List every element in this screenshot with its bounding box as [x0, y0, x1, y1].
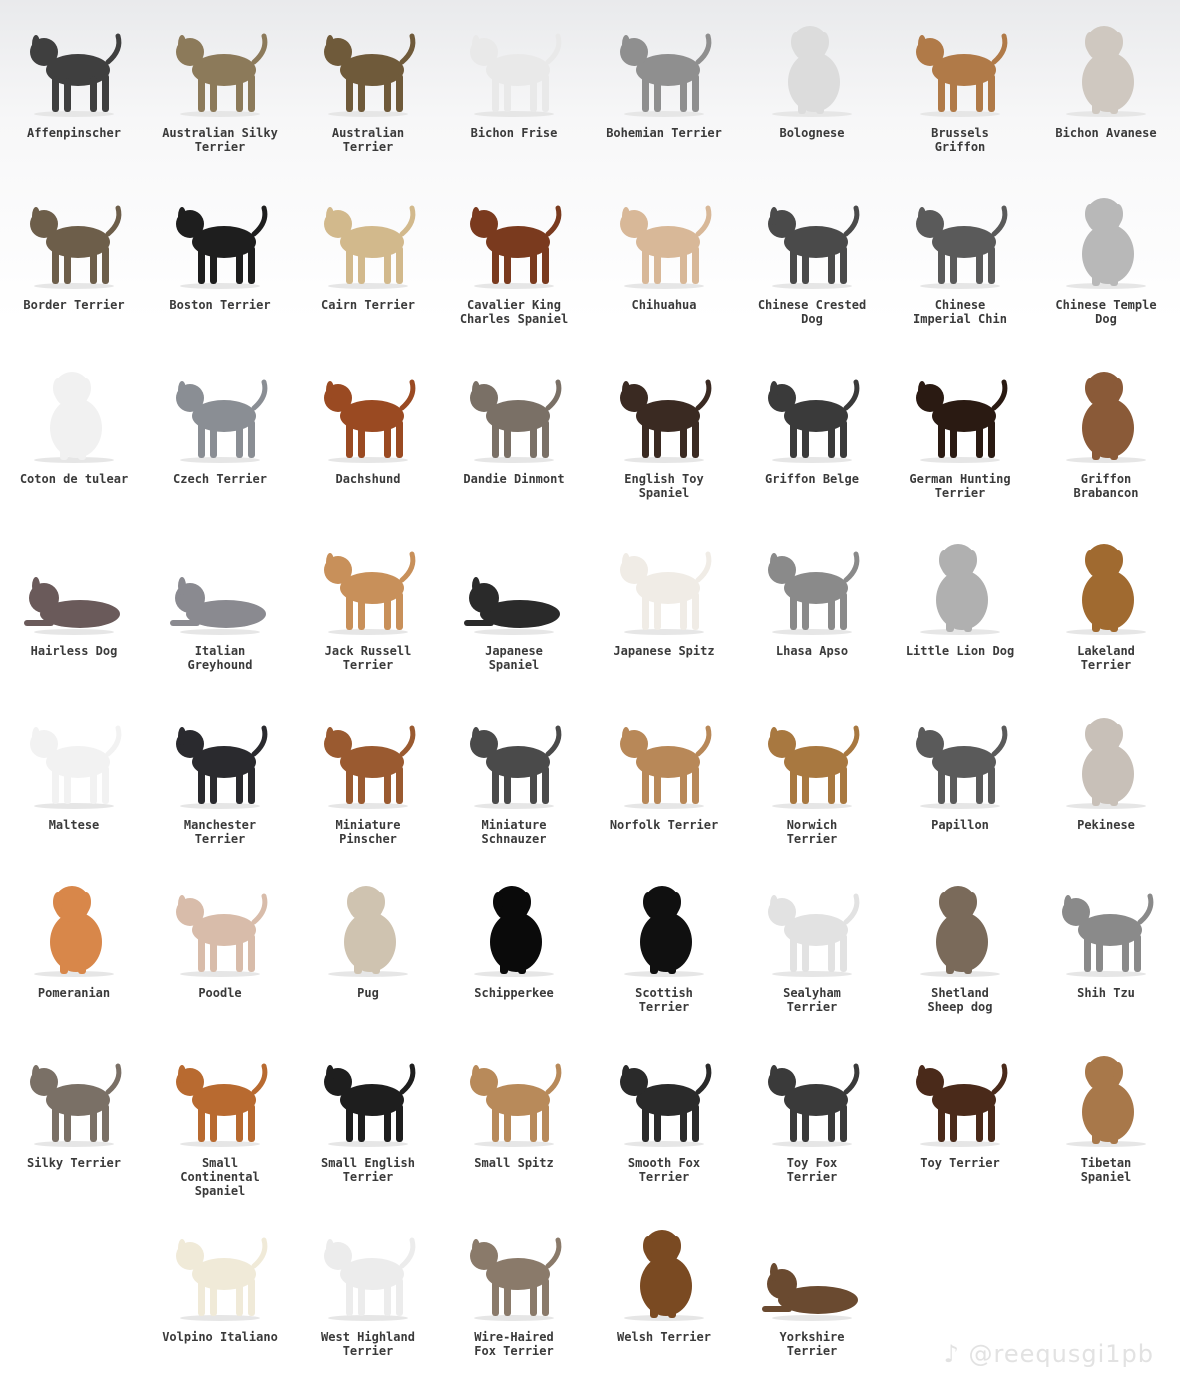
breed-card [1032, 182, 1180, 352]
breed-name: Griffon Belge [765, 472, 859, 486]
breed-name: Bichon Frise [470, 126, 558, 140]
breed-card [0, 182, 148, 352]
dog-illustration [604, 356, 724, 466]
dog-illustration [454, 10, 574, 120]
breed-card [886, 10, 1034, 180]
breed-card [738, 356, 886, 526]
breed-photo [900, 870, 1020, 980]
breed-photo [308, 528, 428, 638]
breed-photo [752, 182, 872, 292]
breed-name: Lakeland Terrier [1077, 644, 1135, 672]
breed-name: Schipperkee [474, 986, 554, 1000]
breed-name: Affenpinscher [27, 126, 121, 140]
breed-photo [900, 1040, 1020, 1150]
breed-name: Sealyham Terrier [783, 986, 841, 1014]
breed-photo [454, 528, 574, 638]
dog-illustration [14, 528, 134, 638]
breed-photo [454, 182, 574, 292]
breed-name: Bichon Avanese [1055, 126, 1157, 140]
breed-name: Australian Terrier [331, 126, 405, 154]
breed-card [294, 182, 442, 352]
breed-card [146, 528, 294, 698]
dog-illustration [454, 356, 574, 466]
breed-photo [14, 702, 134, 812]
breed-name: Lhasa Apso [775, 644, 849, 658]
dog-illustration [752, 1214, 872, 1324]
breed-photo [752, 356, 872, 466]
breed-photo [308, 356, 428, 466]
dog-illustration [160, 702, 280, 812]
breed-name: Maltese [48, 818, 100, 832]
breed-name: Shetland Sheep dog [927, 986, 993, 1014]
breed-photo [14, 10, 134, 120]
breed-photo [14, 182, 134, 292]
breed-photo [1046, 870, 1166, 980]
breed-photo [900, 702, 1020, 812]
breed-name: Brussels Griffon [931, 126, 989, 154]
dog-illustration [454, 1214, 574, 1324]
breed-photo [900, 182, 1020, 292]
breed-card [1032, 870, 1180, 1040]
breed-card [738, 1214, 886, 1384]
dog-illustration [604, 182, 724, 292]
breed-photo [14, 870, 134, 980]
breed-name: Chinese Imperial Chin [913, 298, 1007, 326]
breed-photo [14, 356, 134, 466]
breed-photo [1046, 10, 1166, 120]
breed-photo [900, 10, 1020, 120]
breed-name: Cairn Terrier [321, 298, 415, 312]
dog-illustration [900, 1040, 1020, 1150]
dog-illustration [160, 1040, 280, 1150]
breed-name: Small Spitz [474, 1156, 554, 1170]
breed-card [590, 10, 738, 180]
breed-card [294, 870, 442, 1040]
breed-card [1032, 356, 1180, 526]
breed-name: Coton de tulear [19, 472, 129, 486]
dog-illustration [308, 182, 428, 292]
breed-photo [1046, 702, 1166, 812]
breed-photo [1046, 1040, 1166, 1150]
breed-card [590, 1040, 738, 1210]
breed-name: Dachshund [335, 472, 401, 486]
dog-illustration [900, 870, 1020, 980]
dog-illustration [604, 702, 724, 812]
breed-photo [604, 702, 724, 812]
breed-name: Toy Terrier [920, 1156, 1000, 1170]
dog-illustration [752, 870, 872, 980]
breed-photo [1046, 356, 1166, 466]
dog-illustration [308, 10, 428, 120]
dog-illustration [14, 182, 134, 292]
breed-name: Griffon Brabancon [1073, 472, 1139, 500]
dog-illustration [160, 182, 280, 292]
dog-illustration [1046, 702, 1166, 812]
breed-card [886, 702, 1034, 872]
dog-illustration [752, 528, 872, 638]
breed-card [294, 528, 442, 698]
breed-photo [1046, 182, 1166, 292]
breed-card [886, 356, 1034, 526]
breed-name: West Highland Terrier [321, 1330, 415, 1358]
breed-card [0, 10, 148, 180]
breed-name: Chihuahua [631, 298, 697, 312]
breed-card [440, 702, 588, 872]
breed-photo [604, 528, 724, 638]
dog-illustration [900, 528, 1020, 638]
breed-card [590, 182, 738, 352]
breed-photo [308, 1040, 428, 1150]
breed-photo [308, 1214, 428, 1324]
breed-name: Czech Terrier [173, 472, 267, 486]
dog-illustration [900, 182, 1020, 292]
breed-photo [454, 1040, 574, 1150]
breed-photo [160, 10, 280, 120]
breed-photo [604, 1040, 724, 1150]
breed-name: Wire-Haired Fox Terrier [474, 1330, 554, 1358]
breed-photo [454, 870, 574, 980]
dog-illustration [1046, 182, 1166, 292]
breed-photo [14, 1040, 134, 1150]
breed-name: Welsh Terrier [617, 1330, 711, 1344]
breed-card [146, 870, 294, 1040]
breed-name: Boston Terrier [169, 298, 271, 312]
dog-illustration [604, 1040, 724, 1150]
breed-name: Miniature Pinscher [335, 818, 401, 846]
breed-name: Shih Tzu [1077, 986, 1135, 1000]
breed-photo [454, 356, 574, 466]
breed-name: Poodle [198, 986, 242, 1000]
breed-photo [752, 1040, 872, 1150]
dog-illustration [454, 870, 574, 980]
breed-card [1032, 528, 1180, 698]
breed-card [294, 1040, 442, 1210]
breed-photo [604, 182, 724, 292]
breed-photo [900, 528, 1020, 638]
breed-photo [604, 356, 724, 466]
breed-photo [308, 702, 428, 812]
dog-illustration [604, 1214, 724, 1324]
breed-card [886, 182, 1034, 352]
breed-card [590, 528, 738, 698]
breed-card [738, 702, 886, 872]
breed-card [738, 528, 886, 698]
breed-photo [160, 356, 280, 466]
breed-photo [160, 182, 280, 292]
dog-illustration [1046, 10, 1166, 120]
breed-name: Little Lion Dog [905, 644, 1015, 658]
breed-card [1032, 702, 1180, 872]
dog-illustration [752, 1040, 872, 1150]
breed-name: Chinese Temple Dog [1055, 298, 1157, 326]
breed-card [0, 356, 148, 526]
breed-name: Pug [357, 986, 379, 1000]
breed-photo [752, 702, 872, 812]
breed-card [146, 10, 294, 180]
dog-illustration [752, 702, 872, 812]
breed-name: Bolognese [779, 126, 845, 140]
breed-card [294, 1214, 442, 1384]
dog-illustration [160, 1214, 280, 1324]
dog-illustration [752, 356, 872, 466]
watermark: ♪ @reequsgi1pb [943, 1340, 1154, 1368]
breed-name: Silky Terrier [27, 1156, 121, 1170]
breed-photo [160, 1040, 280, 1150]
breed-name: Norwich Terrier [786, 818, 838, 846]
breed-card [886, 1040, 1034, 1210]
breed-card [886, 870, 1034, 1040]
breed-name: Small Continental Spaniel [180, 1156, 260, 1198]
dog-illustration [454, 702, 574, 812]
breed-card [440, 182, 588, 352]
breed-photo [604, 10, 724, 120]
breed-photo [900, 356, 1020, 466]
breed-name: Jack Russell Terrier [324, 644, 412, 672]
breed-card [440, 356, 588, 526]
breed-photo [160, 1214, 280, 1324]
dog-illustration [14, 702, 134, 812]
breed-photo [160, 870, 280, 980]
dog-illustration [1046, 1040, 1166, 1150]
breed-card [146, 182, 294, 352]
breed-name: Hairless Dog [30, 644, 118, 658]
dog-illustration [308, 1214, 428, 1324]
breed-photo [752, 528, 872, 638]
breed-card [440, 10, 588, 180]
breed-name: Small English Terrier [321, 1156, 415, 1184]
breed-photo [160, 528, 280, 638]
breed-photo [308, 182, 428, 292]
dog-illustration [308, 1040, 428, 1150]
breed-photo [752, 1214, 872, 1324]
breed-name: Pomeranian [37, 986, 111, 1000]
dog-illustration [454, 528, 574, 638]
breed-card [590, 870, 738, 1040]
breed-name: Pekinese [1077, 818, 1135, 832]
breed-card [1032, 10, 1180, 180]
breed-card [0, 1040, 148, 1210]
breed-card [590, 702, 738, 872]
breed-photo [752, 10, 872, 120]
breed-photo [454, 1214, 574, 1324]
breed-photo [454, 10, 574, 120]
breed-photo [308, 870, 428, 980]
breed-card [440, 1040, 588, 1210]
breed-name: Japanese Spitz [613, 644, 715, 658]
breed-name: Manchester Terrier [183, 818, 257, 846]
breed-name: Australian Silky Terrier [162, 126, 278, 154]
breed-card [146, 702, 294, 872]
dog-illustration [1046, 356, 1166, 466]
dog-illustration [160, 528, 280, 638]
breed-photo [14, 528, 134, 638]
breed-photo [454, 702, 574, 812]
dog-illustration [604, 528, 724, 638]
breed-photo [308, 10, 428, 120]
breed-name: Cavalier King Charles Spaniel [459, 298, 569, 326]
breed-photo [752, 870, 872, 980]
dog-illustration [160, 10, 280, 120]
breed-card [590, 1214, 738, 1384]
dog-illustration [900, 356, 1020, 466]
breed-photo [1046, 528, 1166, 638]
dog-illustration [308, 870, 428, 980]
dog-illustration [14, 1040, 134, 1150]
breed-name: Tibetan Spaniel [1080, 1156, 1132, 1184]
breed-card [738, 10, 886, 180]
breed-name: Bohemian Terrier [606, 126, 722, 140]
breed-name: Volpino Italiano [162, 1330, 278, 1344]
breed-card [0, 702, 148, 872]
breed-name: German Hunting Terrier [909, 472, 1011, 500]
breed-photo [604, 1214, 724, 1324]
breed-card [146, 1214, 294, 1384]
breed-name: Italian Greyhound [187, 644, 253, 672]
breed-name: Papillon [931, 818, 989, 832]
breed-card [440, 528, 588, 698]
dog-illustration [160, 356, 280, 466]
dog-illustration [160, 870, 280, 980]
dog-illustration [900, 702, 1020, 812]
dog-illustration [752, 10, 872, 120]
dog-illustration [308, 702, 428, 812]
breed-name: Border Terrier [23, 298, 125, 312]
breed-photo [160, 702, 280, 812]
dog-illustration [14, 870, 134, 980]
breed-name: Miniature Schnauzer [481, 818, 547, 846]
breed-card [146, 1040, 294, 1210]
dog-illustration [1046, 528, 1166, 638]
dog-illustration [14, 10, 134, 120]
breed-card [294, 702, 442, 872]
breed-card [738, 182, 886, 352]
dog-illustration [454, 1040, 574, 1150]
breed-name: Scottish Terrier [635, 986, 693, 1014]
dog-illustration [900, 10, 1020, 120]
breed-card [738, 870, 886, 1040]
breed-name: Dandie Dinmont [463, 472, 565, 486]
breed-name: Japanese Spaniel [485, 644, 543, 672]
breed-card [294, 356, 442, 526]
dog-illustration [1046, 870, 1166, 980]
dog-illustration [604, 10, 724, 120]
breed-card [0, 528, 148, 698]
breed-name: Norfolk Terrier [609, 818, 719, 832]
breed-photo [604, 870, 724, 980]
breed-name: Smooth Fox Terrier [627, 1156, 701, 1184]
breed-card [1032, 1040, 1180, 1210]
dog-illustration [454, 182, 574, 292]
breed-card [738, 1040, 886, 1210]
breed-card [294, 10, 442, 180]
breed-card [440, 1214, 588, 1384]
breed-name: Toy Fox Terrier [786, 1156, 838, 1184]
breed-name: English Toy Spaniel [624, 472, 704, 500]
breed-card [0, 870, 148, 1040]
dog-illustration [308, 528, 428, 638]
breed-name: Yorkshire Terrier [779, 1330, 845, 1358]
breed-card [590, 356, 738, 526]
breed-card [886, 528, 1034, 698]
dog-illustration [308, 356, 428, 466]
breed-name: Chinese Crested Dog [757, 298, 867, 326]
breed-card [146, 356, 294, 526]
dog-illustration [14, 356, 134, 466]
dog-illustration [604, 870, 724, 980]
dog-illustration [752, 182, 872, 292]
breed-card [440, 870, 588, 1040]
